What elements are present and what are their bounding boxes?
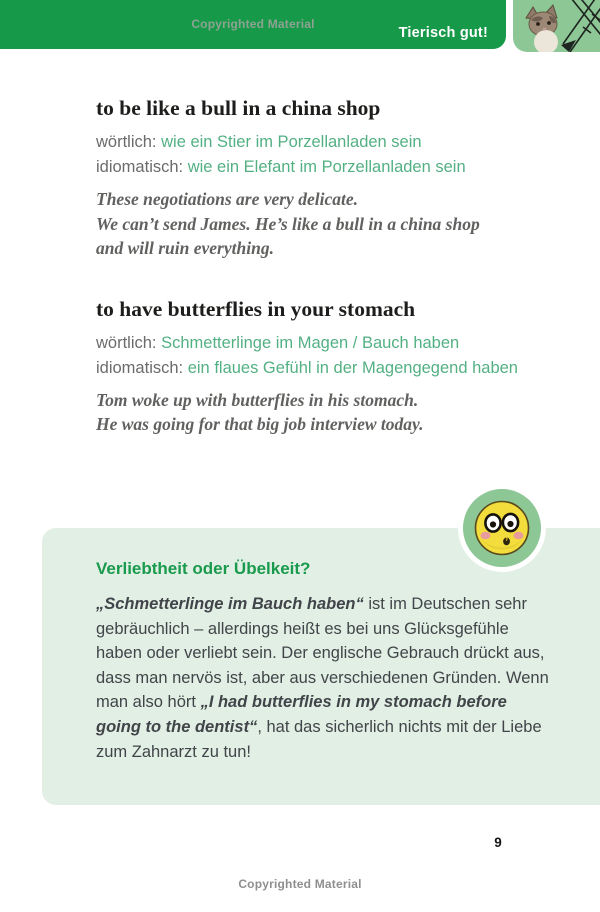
kitten-arrows-illustration (513, 0, 600, 52)
flushed-face-icon (473, 499, 531, 557)
german-quote: „Schmetterlinge im Bauch haben“ (96, 595, 364, 613)
example-sentences (96, 187, 556, 261)
literal-translation-line (96, 331, 556, 356)
idiomatic-text: wie ein Elefant im Porzellanladen sein (187, 158, 466, 176)
bottom-copyright-notice: Copyrighted Material (238, 877, 362, 891)
literal-label: wörtlich: (96, 333, 157, 352)
idiom-entry (96, 94, 556, 261)
top-copyright-notice: Copyrighted Material (191, 17, 315, 31)
example-line: Tom woke up with butterflies in his stomach. (96, 389, 419, 410)
note-text: ist im Deutschen sehr gebräuchlich – allerdings heißt es bei uns Glücksgefühle haben oder verliebt sein. Der englische Gebrauch drückt aus, dass man nervös ist, aber aus verschiedenen Gründen. Wenn man also hört (96, 595, 549, 712)
idiomatic-label: idiomatisch: (96, 358, 184, 377)
literal-translation-line (96, 130, 556, 155)
example-line: These negotiations are very delicate. (96, 189, 358, 209)
culture-note-title: Verliebtheit oder Übelkeit? (96, 559, 311, 578)
literal-text: Schmetterlinge im Magen / Bauch haben (161, 333, 460, 352)
idiomatic-translation-line (96, 356, 556, 381)
idiom-entry (96, 295, 556, 437)
example-sentences (96, 388, 556, 437)
entries-section (96, 94, 556, 437)
example-line: He was going for that big job interview today. (96, 414, 424, 434)
note-text: , hat das sicherlich nichts mit der Liebe zum Zahnarzt zu tun! (96, 717, 542, 761)
emoji-badge-circle (463, 489, 541, 567)
kitten-photo (513, 0, 600, 52)
english-quote: „I had butterflies in my stomach before going to the dentist“ (96, 693, 507, 736)
literal-label: wörtlich: (96, 133, 157, 151)
idiomatic-translation-line (96, 155, 556, 180)
literal-text: wie ein Stier im Porzellanladen sein (161, 133, 422, 151)
example-line: and will ruin everything. (96, 238, 274, 258)
page-number: 9 (494, 835, 502, 850)
culture-note-body (96, 592, 550, 764)
idiomatic-text: ein flaues Gefühl in der Magengegend haben (187, 358, 518, 377)
idiom-headword: to be like a bull in a china shop (96, 96, 381, 120)
idiomatic-label: idiomatisch: (96, 158, 184, 176)
example-line: We can’t send James. He’s like a bull in a china shop (96, 213, 480, 234)
book-title-badge: Tierisch gut! (398, 25, 488, 41)
header-bar (0, 0, 506, 49)
emoji-badge-ring (458, 484, 546, 572)
idiom-headword: to have butterflies in your stomach (96, 296, 416, 321)
